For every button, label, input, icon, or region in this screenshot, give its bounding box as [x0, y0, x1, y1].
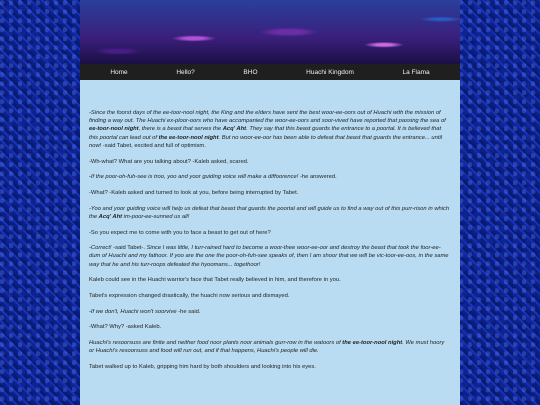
story-paragraph: -If the poor-oh-fuh-see is troo, yoo and yoor guiding voice will make a diffoorence! -he answered.	[89, 174, 337, 181]
story-paragraph: Huachi's resoorsuss are finite and neither food noor plants noor animals gurr-row in the watoors of the ee-toor-nool night. We must hoory or Huachi's resoorsuss and food will run out, and if that happens, Huachi's people will die.	[89, 340, 445, 355]
story-paragraph: -Correct! -said Tabet-. Since I was little, I turr-rained hard to become a woor-thee woor-ee-oor and destroy the beast that took the foor-ee-dum of Huachi and my fathoor. If yoo are the one the poor-oh-fuh-see speaks of, then I am shoor that we will be vic-toor-ee-oos, in the same way that he and his turr-roops defeated the hyoomans... togethoor!	[89, 245, 449, 268]
story-paragraph: -What? -Kaleb asked and turned to look at you, before being interrupted by Tabet.	[89, 189, 299, 196]
story-content	[80, 80, 460, 405]
header-banner-image	[80, 0, 460, 64]
nav-bho[interactable]: BHO	[243, 68, 258, 76]
main-nav	[80, 64, 460, 80]
story-paragraph: -What? Why? -asked Kaleb.	[89, 324, 162, 331]
story-paragraph: -Yoo and yoor guiding voice will help us defeat that beast that guards the poortal and will guide us to find a way out of this purr-rison in which the Acq' Aht im-poor-ee-sunned us all!	[89, 205, 450, 220]
nav-home[interactable]: Home	[110, 68, 128, 76]
story-paragraph: -So you expect me to come with you to face a beast to get out of here?	[89, 229, 271, 236]
story-paragraph: Tabet's expression changed drastically, the huachi now serious and dismayed.	[89, 293, 290, 300]
nav-huachi-kingdom[interactable]: Huachi Kingdom	[306, 68, 354, 76]
nav-la-flama[interactable]: La Flama	[402, 68, 430, 76]
story-paragraph: Tabet walked up to Kaleb, gripping him hard by both shoulders and looking into his eyes.	[89, 364, 316, 371]
story-paragraph: -Since the foorst days of the ee-toor-nool night, the King and the elders have sent the best woor-ee-oors out of Huachi with the mission of finding a way out. The Huachi ex-ploor-oors who have accompanied the woor-ee-oors and soor-vived have reported that passing the sea of ee-toor-nool night, there is a beast that serves the Acq' Aht. They say that this beast guards the entrance to a poortal. It is believed that this poortal can lead out of the ee-toor-nool night. But no woor-ee-oor has been able to defeat that beast that guards the entrance... until now! -said Tabet, excited and full of optimism.	[89, 110, 446, 149]
page-column	[80, 0, 460, 405]
nav-hello[interactable]: Hello?	[176, 68, 195, 76]
story-paragraph: -If we don't, Huachi won't soorvive -he said.	[89, 308, 201, 315]
story-paragraph: -Wh-what? What are you talking about? -Kaleb asked, scared.	[89, 158, 249, 165]
story-paragraph: Kaleb could see in the Huachi warrior's face that Tabet really believed in him, and therefore in you.	[89, 277, 341, 284]
